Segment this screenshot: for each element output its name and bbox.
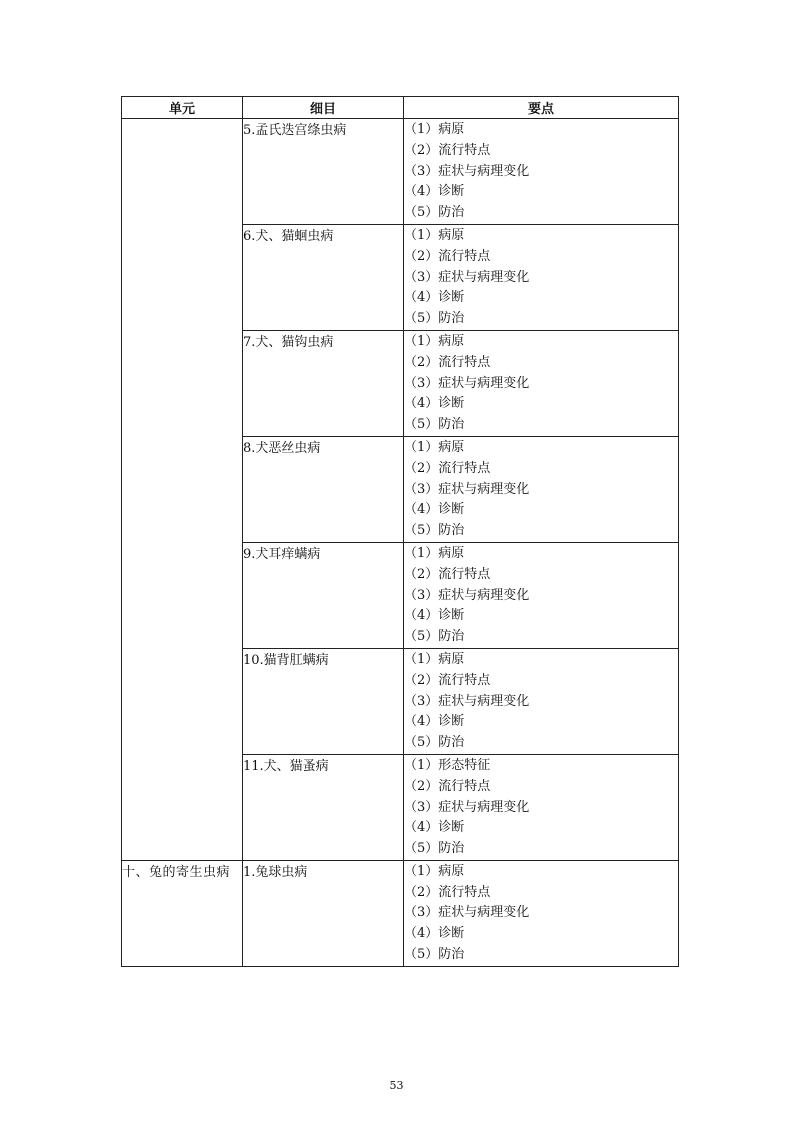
point-item: （5）防治 bbox=[404, 311, 465, 327]
header-item: 细目 bbox=[243, 97, 404, 119]
point-item: （4）诊断 bbox=[404, 820, 465, 836]
points-cell bbox=[404, 119, 679, 225]
point-item: （5）防治 bbox=[404, 947, 465, 963]
point-item: （4）诊断 bbox=[404, 396, 465, 412]
page-number: 53 bbox=[389, 1079, 404, 1092]
point-item: （2）流行特点 bbox=[404, 566, 491, 582]
syllabus-table bbox=[121, 96, 679, 967]
point-item: （5）防治 bbox=[404, 417, 465, 433]
unit-cell: 十、兔的寄生虫病 bbox=[122, 860, 243, 966]
point-item: （2）流行特点 bbox=[404, 460, 491, 476]
points-cell bbox=[404, 224, 679, 330]
item-cell: 10.猫背肛螨病 bbox=[243, 648, 404, 754]
point-item: （1）病原 bbox=[404, 439, 465, 455]
point-item: （2）流行特点 bbox=[404, 778, 491, 794]
unit-cell bbox=[122, 119, 243, 861]
item-cell: 5.孟氏迭宫绦虫病 bbox=[243, 119, 404, 225]
item-cell: 1.兔球虫病 bbox=[243, 860, 404, 966]
points-cell bbox=[404, 860, 679, 966]
point-item: （1）病原 bbox=[404, 333, 465, 349]
point-item: （3）症状与病理变化 bbox=[404, 375, 530, 391]
point-item: （2）流行特点 bbox=[404, 884, 491, 900]
point-item: （1）病原 bbox=[404, 122, 465, 137]
point-item: （1）病原 bbox=[404, 863, 465, 879]
point-item: （5）防治 bbox=[404, 841, 465, 857]
point-item: （1）病原 bbox=[404, 545, 465, 561]
item-cell: 6.犬、猫蛔虫病 bbox=[243, 224, 404, 330]
point-item: （4）诊断 bbox=[404, 502, 465, 518]
point-item: （2）流行特点 bbox=[404, 354, 491, 370]
point-item: （4）诊断 bbox=[404, 184, 465, 200]
point-item: （2）流行特点 bbox=[404, 672, 491, 688]
points-cell bbox=[404, 436, 679, 542]
point-item: （3）症状与病理变化 bbox=[404, 269, 530, 285]
point-item: （1）病原 bbox=[404, 227, 465, 243]
point-item: （4）诊断 bbox=[404, 714, 465, 730]
item-cell: 7.犬、猫钩虫病 bbox=[243, 330, 404, 436]
header-row bbox=[122, 97, 679, 119]
points-cell bbox=[404, 648, 679, 754]
point-item: （3）症状与病理变化 bbox=[404, 693, 530, 709]
table-row bbox=[122, 860, 679, 966]
item-cell: 9.犬耳痒螨病 bbox=[243, 542, 404, 648]
item-cell: 11.犬、猫蚤病 bbox=[243, 754, 404, 860]
point-item: （5）防治 bbox=[404, 629, 465, 645]
point-item: （3）症状与病理变化 bbox=[404, 905, 530, 921]
point-item: （5）防治 bbox=[404, 735, 465, 751]
point-item: （3）症状与病理变化 bbox=[404, 799, 530, 815]
point-item: （1）病原 bbox=[404, 651, 465, 667]
point-item: （5）防治 bbox=[404, 205, 465, 221]
point-item: （4）诊断 bbox=[404, 608, 465, 624]
points-cell bbox=[404, 542, 679, 648]
points-cell bbox=[404, 754, 679, 860]
header-unit: 单元 bbox=[122, 97, 243, 119]
point-item: （3）症状与病理变化 bbox=[404, 163, 530, 179]
point-item: （3）症状与病理变化 bbox=[404, 481, 530, 497]
header-points: 要点 bbox=[404, 97, 679, 119]
table-row bbox=[122, 119, 679, 225]
point-item: （2）流行特点 bbox=[404, 142, 491, 158]
item-cell: 8.犬恶丝虫病 bbox=[243, 436, 404, 542]
point-item: （2）流行特点 bbox=[404, 248, 491, 264]
point-item: （4）诊断 bbox=[404, 926, 465, 942]
point-item: （3）症状与病理变化 bbox=[404, 587, 530, 603]
table-body bbox=[122, 119, 679, 967]
point-item: （1）形态特征 bbox=[404, 757, 491, 773]
points-cell bbox=[404, 330, 679, 436]
point-item: （4）诊断 bbox=[404, 290, 465, 306]
point-item: （5）防治 bbox=[404, 523, 465, 539]
